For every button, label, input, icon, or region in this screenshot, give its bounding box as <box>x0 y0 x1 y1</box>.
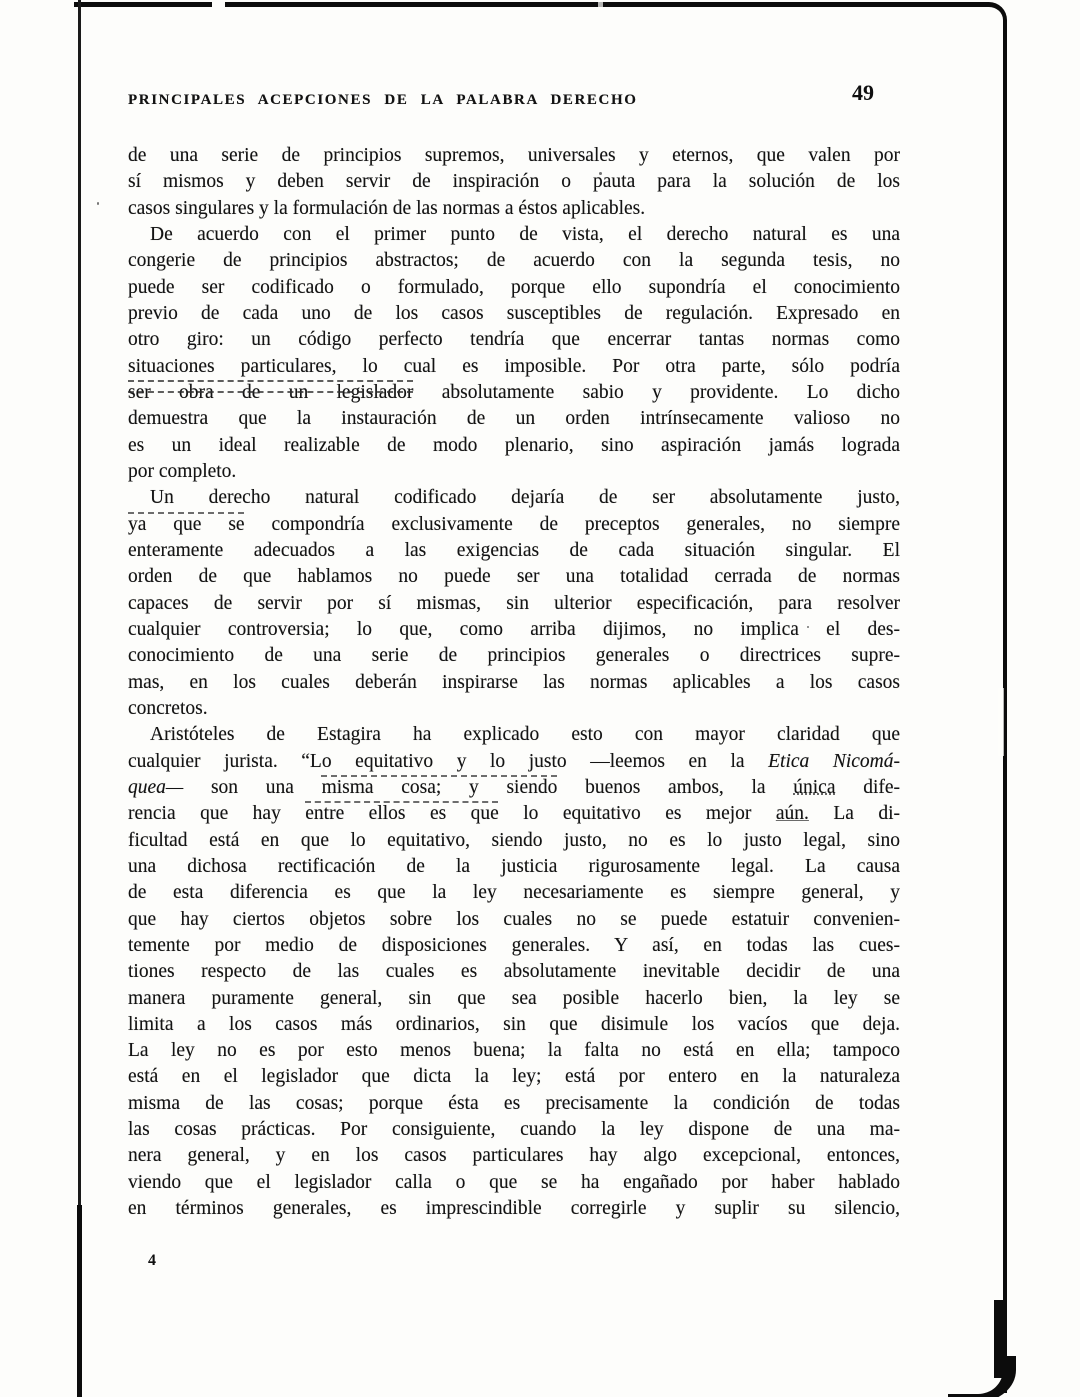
text-line <box>128 248 900 274</box>
text-line <box>128 538 900 564</box>
text-run: casos singulares y la formulación de las normas a éstos aplicables. <box>128 197 646 219</box>
signature-mark: 4 <box>148 1252 156 1269</box>
text-run: conocimiento de una serie de principios generales o directrices supre- <box>128 645 900 667</box>
text-run: las cosas prácticas. Por consiguiente, cuando la ley dispone de una ma- <box>128 1119 900 1141</box>
text-line <box>128 485 900 511</box>
text-line <box>128 1143 900 1169</box>
text-run: La ley no es por esto menos buena; la falta no está en ella; tampoco <box>128 1040 900 1062</box>
text-run: de esta diferencia es que la ley necesariamente es siempre general, y <box>128 882 900 904</box>
text-line <box>128 696 900 722</box>
text-line <box>128 986 900 1012</box>
text-line <box>128 459 900 485</box>
text-run: por completo. <box>128 460 237 482</box>
text-line <box>128 433 900 459</box>
text-run: orden de que hablamos no puede ser una totalidad cerrada de normas <box>128 566 900 588</box>
page-curl <box>948 1356 1016 1397</box>
text-run: rencia que hay <box>128 803 306 825</box>
text-line <box>128 512 900 538</box>
text-line <box>128 933 900 959</box>
text-run: capaces de servir por sí mismas, sin ulterior especificación, para resolver <box>128 592 900 614</box>
text-run: ya que se <box>128 513 245 535</box>
text-run: quea— <box>128 776 184 798</box>
text-line <box>128 854 900 880</box>
text-line <box>128 222 900 248</box>
text-run: puede ser codificado o formulado, porque ello supondría el conocimiento <box>128 276 900 298</box>
text-run: misma cosa; y siendo <box>321 776 558 798</box>
text-run: está en el legislador que dicta la ley; está por entero en la naturaleza <box>128 1066 900 1088</box>
text-line <box>128 143 900 169</box>
text-line <box>128 880 900 906</box>
text-run: una dichosa rectificación de la justicia rigurosamente legal. La causa <box>128 855 900 877</box>
text-line <box>128 275 900 301</box>
text-line <box>128 380 900 406</box>
text-run: absolutamente sabio y providente. Lo dicho <box>413 381 900 403</box>
text-line <box>128 327 900 353</box>
text-run: viendo que el legislador calla o que se ha engañado por haber hablado <box>128 1171 900 1193</box>
text-run: enteramente adecuados a las exigencias de cada situación singular. El <box>128 539 900 561</box>
scan-border-right-fade <box>998 688 1004 756</box>
text-run: situaciones particulares, lo cual es imposible. Por otra parte, sólo podría <box>128 355 900 377</box>
scan-border-gap <box>212 0 225 10</box>
text-run: es un ideal realizable de modo plenario, sino aspiración jamás lograda <box>128 434 900 456</box>
text-run: nera general, y en los casos particulares hay algo excepcional, entonces, <box>128 1145 900 1167</box>
text-block <box>128 143 900 1222</box>
text-line <box>128 828 900 854</box>
text-run: manera puramente general, sin que sea posible hacerlo bien, la ley se <box>128 987 900 1009</box>
text-run: De acuerdo con el primer punto de vista, el derecho natural es una <box>150 223 900 245</box>
text-run: buenos ambos, la <box>557 776 794 798</box>
scan-border-left <box>78 0 81 1397</box>
text-line <box>128 1012 900 1038</box>
text-line <box>128 301 900 327</box>
text-run: compondría exclusivamente de preceptos generales, no siempre <box>244 513 900 535</box>
text-run: La di- <box>808 803 900 825</box>
text-line <box>128 591 900 617</box>
text-run: Un derecho natural codificado dejaría de ser absolutamente justo, <box>150 487 900 509</box>
text-run: cualquier controversia; lo que, como arriba dijimos, no implica el des- <box>128 618 900 640</box>
text-run: misma de las cosas; porque ésta es precisamente la condición de todas <box>128 1092 900 1114</box>
text-line <box>128 1091 900 1117</box>
text-run: congerie de principios abstractos; de acuerdo con la segunda tesis, no <box>128 250 900 272</box>
page-number: 49 <box>852 80 874 105</box>
text-run: cualquier jurista. “Lo equitativo y lo justo —leemos en la <box>128 750 769 772</box>
text-run: otro giro: un código perfecto tendría que encerrar tantas normas como <box>128 329 900 351</box>
text-line <box>128 1117 900 1143</box>
text-line <box>128 801 900 827</box>
text-line <box>128 670 900 696</box>
text-line <box>128 1196 900 1222</box>
text-line <box>128 907 900 933</box>
text-line <box>128 406 900 432</box>
text-line <box>128 354 900 380</box>
text-run: única <box>793 776 836 798</box>
text-run: limita a los casos más ordinarios, sin que disimule los vacíos que deja. <box>128 1013 900 1035</box>
text-line <box>128 564 900 590</box>
text-run: demuestra que la instauración de un orden intrínsecamente valioso no <box>128 408 900 430</box>
scan-border-gap <box>598 0 603 10</box>
text-line <box>128 722 900 748</box>
text-run: tiones respecto de las cuales es absolutamente inevitable decidir de una <box>128 961 900 983</box>
text-run: en términos generales, es imprescindible corregirle y suplir su silencio, <box>128 1198 900 1220</box>
text-run: son una <box>183 776 322 798</box>
text-run: Aristóteles de Estagira ha explicado esto con mayor claridad que <box>150 724 900 746</box>
text-line <box>128 643 900 669</box>
text-run: concretos. <box>128 697 208 719</box>
text-run: ser obra de un legislador <box>128 381 414 403</box>
text-run: sí mismos y deben servir de inspiración o pauta para la solución de los <box>128 171 900 193</box>
scan-speck <box>97 202 99 205</box>
text-run: de una serie de principios supremos, universales y eternos, que valen por <box>128 145 900 166</box>
text-line <box>128 1170 900 1196</box>
running-head-title: PRINCIPALES ACEPCIONES DE LA PALABRA DERECHO <box>128 92 638 108</box>
text-run: ficultad está en que lo equitativo, siendo justo, no es lo justo legal, sino <box>128 829 900 851</box>
text-line <box>128 169 900 195</box>
text-line <box>128 1038 900 1064</box>
text-run: mas, en los cuales deberán inspirarse las normas aplicables a los casos <box>128 671 900 693</box>
text-run: que hay ciertos objetos sobre los cuales no se puede estatuir convenien- <box>128 908 900 930</box>
text-run: Etica Nicomá- <box>768 750 900 772</box>
text-line <box>128 959 900 985</box>
text-line <box>128 617 900 643</box>
text-run: previo de cada uno de los casos susceptibles de regulación. Expresado en <box>128 302 900 324</box>
scan-border-left-thick <box>77 1205 82 1397</box>
text-run: aún. <box>775 803 809 825</box>
text-line <box>128 749 900 775</box>
text-line <box>128 775 900 801</box>
text-line <box>128 1064 900 1090</box>
text-run: entre ellos es que <box>305 803 499 825</box>
text-line <box>128 196 900 222</box>
text-run: temente por medio de disposiciones generales. Y así, en todas las cues- <box>128 934 900 956</box>
text-run: lo equitativo es mejor <box>498 803 776 825</box>
text-run: dife- <box>835 776 900 798</box>
